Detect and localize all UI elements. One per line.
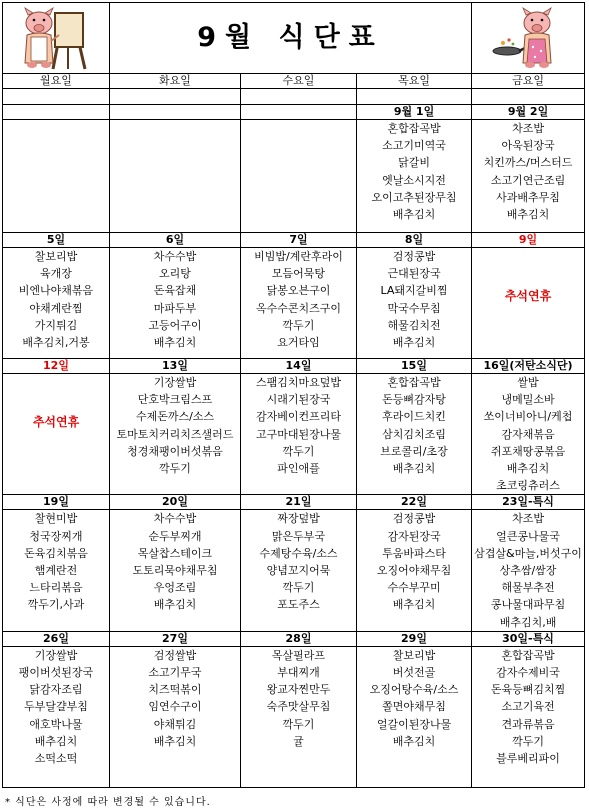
menu-cell-fri — [472, 510, 585, 631]
menu-item: 돈육김치볶음 — [24, 546, 88, 560]
menu-item: 얼갈이된장나물 — [376, 717, 452, 731]
menu-item: 비엔나야채볶음 — [18, 284, 94, 298]
menu-item: 마파두부 — [153, 301, 197, 315]
menu-cell-wed — [241, 248, 357, 359]
menu-item: 삼치김치조림 — [382, 427, 446, 441]
menu-item: 수수부꾸미 — [387, 581, 441, 595]
menu-item: 팽이버섯된장국 — [18, 666, 94, 680]
holiday-label: 추석연휴 — [32, 415, 80, 429]
menu-cell-fri — [472, 646, 585, 787]
menu-item: 모듬어묵탕 — [271, 267, 326, 281]
menu-item: 두부달걀부침 — [24, 700, 88, 714]
menu-item: 기장쌀밥 — [153, 376, 197, 389]
menu-cell-tue — [110, 374, 241, 495]
menu-item: 파인애플 — [277, 462, 320, 476]
menu-item: 쥐포채땅콩볶음 — [490, 444, 566, 458]
menu-item: 소고기미역국 — [382, 139, 446, 153]
menu-item: 블루베리파이 — [496, 752, 560, 766]
menu-item: 차조밥 — [512, 122, 544, 135]
menu-item: 고구마대된장나물 — [255, 427, 341, 441]
menu-item: 가지튀김 — [34, 318, 78, 332]
menu-cell-tue — [110, 510, 241, 631]
menu-item: 임연수구이 — [148, 700, 202, 714]
menu-item: 검정콩밥 — [392, 250, 436, 263]
date-label-wed: 7일 — [241, 233, 357, 248]
menu-item: 소고기육전 — [501, 700, 555, 714]
menu-item: 쏘이너비아니/케첩 — [483, 410, 573, 424]
menu-item: 고등어구이 — [148, 318, 202, 332]
menu-item: 배추김치 — [506, 462, 550, 476]
menu-item: 감자수제비국 — [496, 666, 560, 680]
menu-item: 치킨까스/머스터드 — [483, 156, 573, 170]
menu-item: 닭갈비 — [398, 156, 430, 170]
menu-item: LA돼지갈비찜 — [380, 284, 448, 298]
menu-cell-fri — [472, 120, 585, 233]
menu-item: 배추김치 — [392, 336, 436, 350]
menu-cell-wed — [241, 120, 357, 233]
menu-item: 배추김치 — [392, 734, 436, 748]
menu-item: 초코링츄러스 — [496, 479, 560, 493]
menu-item: 배추김치 — [153, 734, 197, 748]
menu-cell-tue — [110, 120, 241, 233]
date-label-mon: 12일 — [3, 359, 110, 374]
menu-item: 숙주맛살무침 — [266, 700, 331, 714]
date-label-tue — [110, 105, 241, 120]
menu-cell-thu — [357, 646, 472, 787]
menu-item: 깍두기 — [159, 462, 191, 476]
menu-cell-tue — [110, 646, 241, 787]
menu-row — [3, 248, 585, 359]
weekday-mon: 월요일 — [3, 74, 110, 89]
date-label-tue: 20일 — [110, 495, 241, 510]
menu-item: 야채튀김 — [153, 717, 197, 731]
menu-item: 햄계란전 — [34, 564, 78, 578]
menu-cell-thu — [357, 248, 472, 359]
menu-item: 배추김치 — [392, 462, 436, 476]
menu-item: 배추김치 — [392, 598, 436, 612]
menu-item: 목살찹스테이크 — [137, 546, 213, 560]
menu-item: 냉메밀소바 — [501, 393, 555, 407]
menu-item: 검정쌀밥 — [153, 648, 197, 662]
menu-item: 깍두기 — [282, 581, 315, 595]
menu-item: 차조밥 — [512, 512, 544, 526]
menu-item: 순두부찌개 — [148, 529, 202, 543]
date-label-fri: 30일-특식 — [472, 631, 585, 646]
menu-item: 스팸김치마요덮밥 — [255, 376, 341, 389]
date-label-tue: 13일 — [110, 359, 241, 374]
menu-item: 투움바파스타 — [382, 546, 446, 560]
menu-item: 느타리볶음 — [29, 581, 83, 595]
menu-item: 청국장찌개 — [29, 529, 83, 543]
menu-cell-wed — [241, 510, 357, 631]
menu-cell-fri — [472, 248, 585, 359]
menu-item: 깍두기 — [282, 717, 315, 731]
menu-item: 우엉조림 — [153, 581, 197, 595]
date-label-thu: 8일 — [357, 233, 472, 248]
date-label-tue: 27일 — [110, 631, 241, 646]
menu-item: 차수수밥 — [153, 512, 197, 526]
menu-item: 육개장 — [40, 267, 72, 281]
date-label-wed: 28일 — [241, 631, 357, 646]
menu-table — [2, 2, 585, 788]
menu-item: 사과배추무침 — [496, 190, 560, 204]
date-label-thu: 15일 — [357, 359, 472, 374]
menu-item: 도토리묵야채무침 — [132, 564, 218, 578]
menu-item: 혼합잡곡밥 — [387, 376, 441, 389]
menu-item: 삼겹살&마늘,버섯구이 — [474, 546, 582, 560]
menu-cell-thu — [357, 510, 472, 631]
menu-row — [3, 646, 585, 787]
date-label-thu: 9월 1일 — [357, 105, 472, 120]
menu-item: 막국수무침 — [387, 301, 441, 315]
menu-item: 옥수수콘치즈구이 — [255, 301, 341, 315]
pig-chef-illustration — [491, 7, 565, 71]
menu-item: 귤 — [293, 734, 304, 748]
menu-item: 쌀밥 — [517, 376, 539, 389]
weekday-fri: 금요일 — [472, 74, 585, 89]
menu-item: 검정콩밥 — [392, 512, 436, 526]
date-label-row — [3, 495, 585, 510]
date-label-thu: 29일 — [357, 631, 472, 646]
menu-item: 맑은두부국 — [271, 529, 326, 543]
menu-cell-mon — [3, 248, 110, 359]
menu-item: 해물김치전 — [387, 318, 441, 332]
date-label-fri: 9월 2일 — [472, 105, 585, 120]
menu-cell-tue — [110, 248, 241, 359]
menu-item: 상추쌈/쌈장 — [499, 564, 557, 578]
date-label-mon — [3, 105, 110, 120]
menu-item: 돈등뼈감자탕 — [382, 393, 446, 407]
menu-item: 해물부추전 — [501, 581, 555, 595]
menu-cell-mon — [3, 510, 110, 631]
menu-item: 소떡소떡 — [34, 752, 78, 766]
menu-item: 배추김치 — [392, 208, 436, 222]
menu-item: 수제돈까스/소스 — [135, 410, 215, 424]
menu-item: 배추김치 — [153, 336, 197, 350]
menu-item: 돈육잡채 — [153, 284, 197, 298]
menu-row — [3, 374, 585, 495]
menu-item: 애호박나물 — [29, 717, 83, 731]
date-label-fri: 23일-특식 — [472, 495, 585, 510]
spacer-row — [3, 89, 585, 105]
menu-cell-mon — [3, 374, 110, 495]
menu-item: 양념꼬지어묵 — [266, 564, 331, 578]
menu-item: 닭감자조림 — [29, 683, 83, 697]
date-label-wed — [241, 105, 357, 120]
menu-item: 배추김치 — [153, 598, 197, 612]
menu-cell-wed — [241, 374, 357, 495]
weekday-header-row — [3, 74, 585, 89]
menu-item: 근대된장국 — [387, 267, 441, 281]
menu-item: 요거타임 — [277, 336, 320, 350]
menu-item: 시래기된장국 — [266, 393, 331, 407]
menu-item: 토마토치커리치즈샐러드 — [116, 427, 234, 441]
menu-item: 감자된장국 — [387, 529, 441, 543]
menu-item: 오징어탕수육/소스 — [369, 683, 459, 697]
menu-item: 오징어야채무침 — [376, 564, 452, 578]
date-label-fri: 9일 — [472, 233, 585, 248]
menu-item: 아욱된장국 — [501, 139, 555, 153]
date-label-row — [3, 105, 585, 120]
menu-item: 부대찌개 — [277, 666, 320, 680]
menu-item: 치즈떡볶이 — [148, 683, 202, 697]
menu-item: 감자베이컨프리타 — [255, 410, 341, 424]
menu-item: 감자채볶음 — [501, 427, 555, 441]
title-cell — [110, 3, 472, 74]
menu-item: 엣날소시지전 — [382, 173, 446, 187]
menu-cell-fri — [472, 374, 585, 495]
menu-item: 깍두기,사과 — [27, 598, 85, 612]
menu-item: 배추김치 — [34, 734, 78, 748]
menu-item: 기장쌀밥 — [34, 648, 78, 662]
menu-item: 배추김치,배 — [499, 615, 557, 629]
date-label-mon: 5일 — [3, 233, 110, 248]
footnote: * 식단은 사정에 따라 변경될 수 있습니다. — [5, 797, 211, 808]
menu-item: 돈육등뼈김치찜 — [490, 683, 566, 697]
menu-item: 견과류볶음 — [501, 717, 555, 731]
weekday-thu: 목요일 — [357, 74, 472, 89]
date-label-mon: 19일 — [3, 495, 110, 510]
menu-item: 목살필라프 — [271, 648, 326, 662]
menu-cell-thu — [357, 374, 472, 495]
menu-item: 버섯전골 — [392, 666, 436, 680]
menu-item: 깍두기 — [282, 444, 315, 458]
pig-painter-illustration — [19, 7, 93, 71]
menu-item: 혼합잡곡밥 — [387, 122, 441, 135]
menu-row — [3, 120, 585, 233]
menu-cell-thu — [357, 120, 472, 233]
menu-item: 배추김치 — [506, 208, 550, 222]
menu-item: 찰보리밥 — [34, 250, 78, 263]
menu-item: 야채계란찜 — [29, 301, 83, 315]
menu-item: 포도주스 — [277, 598, 320, 612]
menu-item: 브로콜리/초장 — [380, 444, 448, 458]
menu-cell-mon — [3, 646, 110, 787]
menu-item: 깍두기 — [282, 318, 315, 332]
date-label-row — [3, 631, 585, 646]
date-label-row — [3, 233, 585, 248]
menu-item: 오리탕 — [159, 267, 191, 281]
menu-item: 쫄면야채무침 — [382, 700, 446, 714]
date-label-fri: 16일(저탄소식단) — [472, 359, 585, 374]
date-label-mon: 26일 — [3, 631, 110, 646]
menu-item: 소고기무국 — [148, 666, 202, 680]
date-label-wed: 14일 — [241, 359, 357, 374]
date-label-thu: 22일 — [357, 495, 472, 510]
holiday-label: 추석연휴 — [504, 289, 552, 303]
menu-item: 비빔밥/계란후라이 — [254, 250, 343, 263]
date-label-row — [3, 359, 585, 374]
menu-cell-wed — [241, 646, 357, 787]
menu-item: 후라이드치킨 — [382, 410, 446, 424]
menu-item: 깍두기 — [512, 734, 544, 748]
menu-item: 소고기연근조림 — [490, 173, 566, 187]
weekday-tue: 화요일 — [110, 74, 241, 89]
left-illustration-cell — [3, 3, 110, 74]
weekday-wed: 수요일 — [241, 74, 357, 89]
menu-item: 닭봉오븐구이 — [266, 284, 331, 298]
menu-item: 왕교자찐만두 — [266, 683, 331, 697]
menu-item: 콩나물대파무침 — [490, 598, 566, 612]
menu-item: 단호박크림스프 — [137, 393, 213, 407]
menu-item: 혼합잡곡밥 — [501, 648, 555, 662]
menu-sheet — [2, 2, 584, 808]
right-illustration-cell — [472, 3, 585, 74]
date-label-tue: 6일 — [110, 233, 241, 248]
menu-row — [3, 510, 585, 631]
menu-item: 찰현미밥 — [34, 512, 78, 526]
menu-item: 얼큰콩나물국 — [496, 529, 560, 543]
menu-item: 차수수밥 — [153, 250, 197, 263]
menu-item: 수제탕수육/소스 — [259, 546, 338, 560]
menu-item: 오이고추된장무침 — [371, 190, 457, 204]
menu-item: 짜장덮밥 — [277, 512, 320, 526]
menu-item: 찰보리밥 — [392, 648, 436, 662]
menu-cell-mon — [3, 120, 110, 233]
date-label-wed: 21일 — [241, 495, 357, 510]
menu-item: 배추김치,거봉 — [22, 336, 90, 350]
menu-item: 청경채팽이버섯볶음 — [127, 444, 223, 458]
page-title: 9월 식단표 — [197, 22, 384, 53]
